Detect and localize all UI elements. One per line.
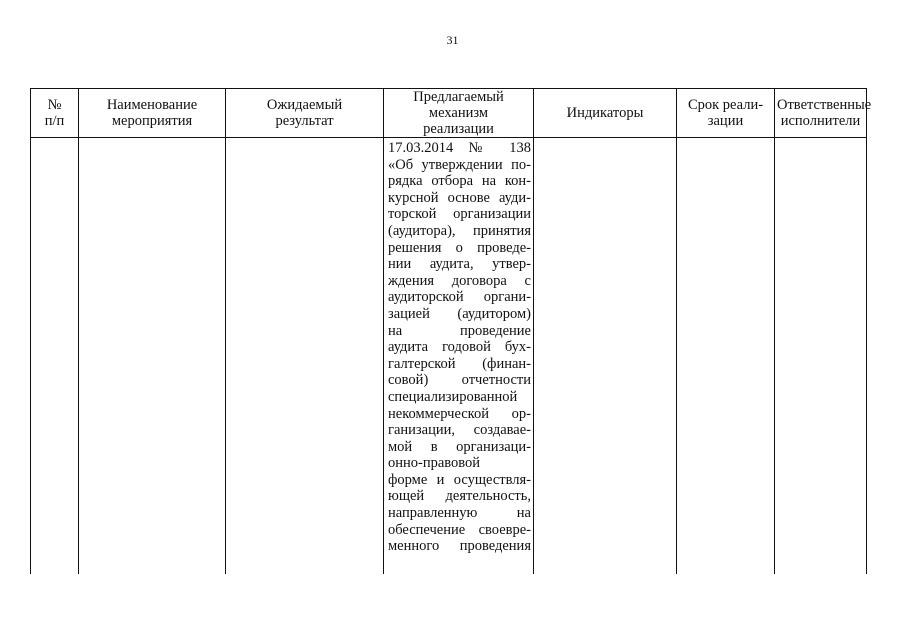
mechanism-line: на проведение	[388, 322, 531, 339]
cell-term	[677, 138, 775, 575]
table-row	[31, 138, 867, 575]
mechanism-line: 17.03.2014 № 138	[388, 140, 531, 156]
header-mechanism	[384, 89, 534, 138]
mechanism-line: рядка отбора на кон-	[388, 173, 531, 190]
header-result	[226, 89, 384, 138]
header-indicators	[534, 89, 677, 138]
mechanism-line: курсной основе ауди-	[388, 189, 531, 206]
mechanism-line: форме и осуществля-	[388, 471, 531, 488]
header-term	[677, 89, 775, 138]
mechanism-line: некоммерческой ор-	[388, 405, 531, 422]
mechanism-line: совой) отчетности	[388, 372, 531, 389]
mechanism-line: ганизации, создавае-	[388, 422, 531, 439]
plan-table	[30, 88, 872, 574]
header-name	[79, 89, 226, 138]
mechanism-line: аудиторской органи-	[388, 289, 531, 306]
mechanism-line: зацией (аудитором)	[388, 305, 531, 322]
header-responsible	[775, 89, 872, 138]
header-label-result: Ожидаемый результат	[266, 97, 343, 129]
header-label-mechanism: Предлагаемый механизм реализации	[413, 89, 504, 137]
header-num	[31, 89, 79, 138]
mechanism-line: менного проведения	[388, 538, 531, 555]
plan-table-container	[30, 88, 872, 574]
mechanism-line: онно-правовой	[388, 455, 481, 472]
cell-mechanism	[384, 138, 534, 575]
mechanism-line: направленную на	[388, 505, 531, 522]
mechanism-line: обеспечение своевре-	[388, 521, 531, 538]
header-label-responsible: Ответственные исполнители	[777, 97, 872, 129]
mechanism-line: ющей деятельность,	[388, 488, 531, 505]
cell-result	[226, 138, 384, 575]
mechanism-line: аудита годовой бух-	[388, 339, 531, 356]
mechanism-line: мой в организаци-	[388, 438, 531, 455]
mechanism-line: торской организации	[388, 206, 531, 223]
header-label-num: № п/п	[44, 97, 65, 129]
cell-name	[79, 138, 226, 575]
cell-responsible	[775, 138, 867, 575]
mechanism-line: ждения договора с	[388, 272, 531, 289]
cell-num	[31, 138, 79, 575]
mechanism-text	[384, 138, 533, 555]
mechanism-line: галтерской (финан-	[388, 355, 531, 372]
table-header-row	[31, 89, 867, 138]
mechanism-line: «Об утверждении по-	[388, 156, 531, 173]
header-label-name: Наименование мероприятия	[106, 97, 198, 129]
page-number: 31	[446, 33, 459, 47]
header-label-term: Срок реали- зации	[687, 97, 764, 129]
header-label-indicators: Индикаторы	[566, 105, 644, 121]
mechanism-line: (аудитора), принятия	[388, 222, 531, 239]
mechanism-line: специализированной	[388, 388, 518, 405]
cell-indicators	[534, 138, 677, 575]
mechanism-line: нии аудита, утвер-	[388, 256, 531, 273]
mechanism-line: решения о проведе-	[388, 239, 531, 256]
